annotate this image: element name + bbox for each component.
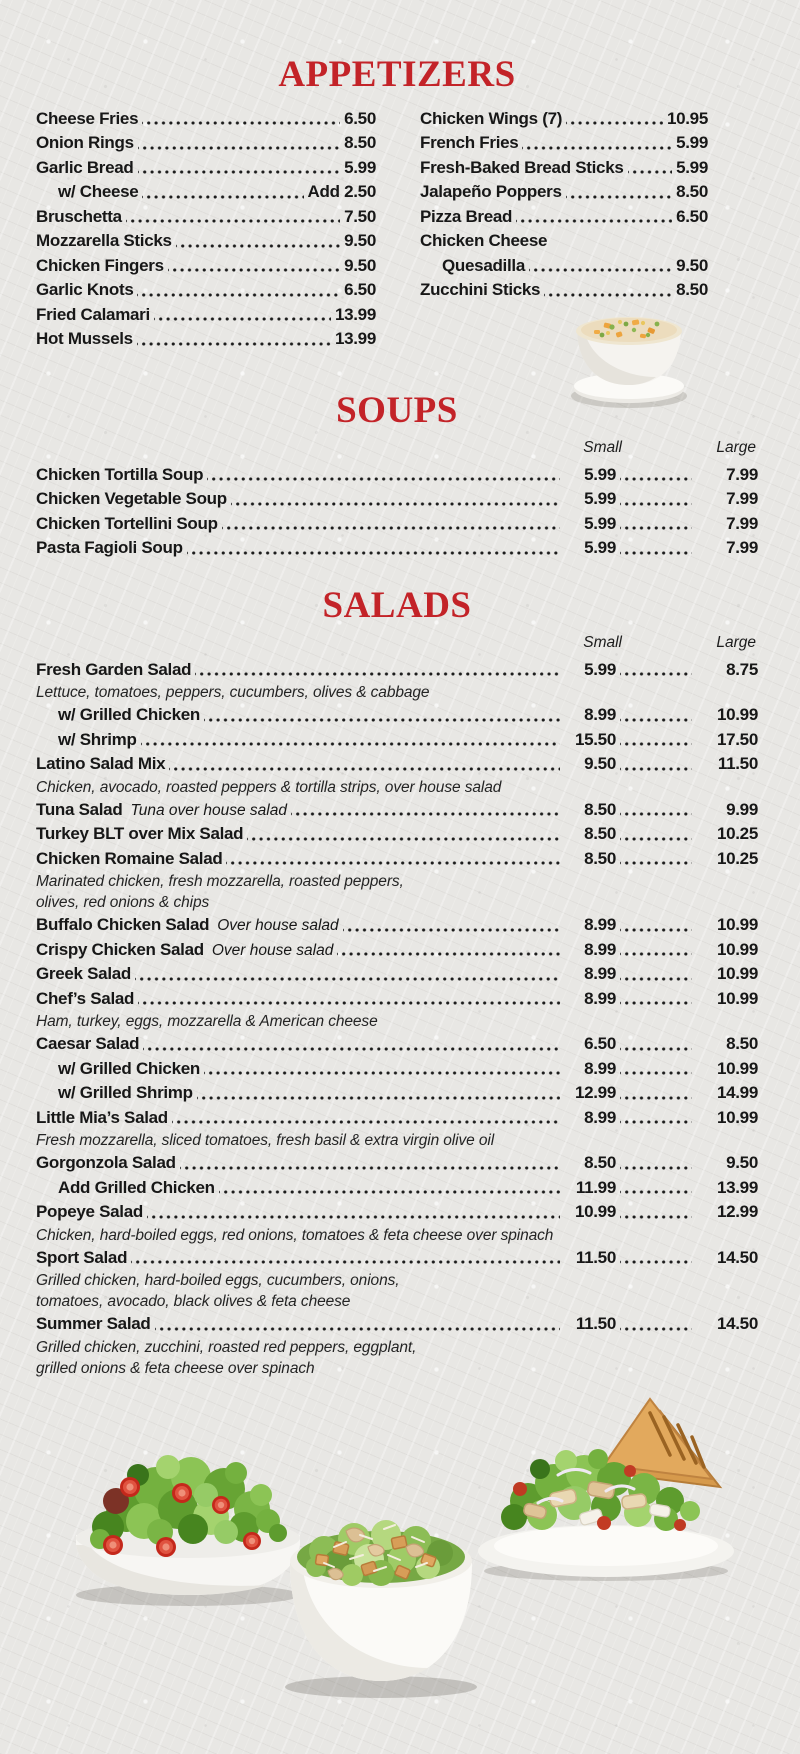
menu-item-note: Over house salad — [211, 941, 334, 959]
menu-item-price-small: 8.99 — [584, 705, 616, 725]
dot-leader — [138, 131, 340, 156]
menu-item-name: Greek Salad — [36, 964, 131, 984]
menu-item-price-large: 10.99 — [716, 705, 758, 725]
dot-leader — [138, 987, 560, 1012]
appetizers-heading: APPETIZERS — [278, 54, 516, 95]
dot-leader — [620, 1081, 692, 1106]
menu-item-name: Zucchini Sticks — [420, 280, 541, 300]
menu-item-name: Chef’s Salad — [36, 988, 135, 1008]
menu-item-name: w/ Grilled Chicken — [58, 1058, 200, 1078]
menu-item-price: 5.99 — [676, 157, 708, 177]
menu-item-price-large: 8.50 — [726, 1034, 758, 1054]
menu-item-price: 13.99 — [334, 304, 376, 324]
menu-item-name: Pizza Bread — [420, 206, 513, 226]
menu-item-price-small: 9.50 — [584, 754, 616, 774]
soups-small-column-label: Small — [583, 438, 622, 456]
menu-item-name: Pasta Fagioli Soup — [36, 538, 183, 558]
dot-leader — [566, 180, 672, 205]
menu-item-name: Summer Salad — [36, 1314, 151, 1334]
menu-item-price-large: 12.99 — [716, 1202, 758, 1222]
menu-item-price-large: 10.99 — [716, 988, 758, 1008]
dot-leader — [204, 1057, 560, 1082]
dot-leader — [168, 254, 340, 279]
menu-item-description: Fresh mozzarella, sliced tomatoes, fresh basil & extra virgin olive oil — [36, 1132, 495, 1150]
menu-item-price: 5.99 — [676, 133, 708, 153]
menu-item-description: Ham, turkey, eggs, mozzarella & American cheese — [36, 1013, 378, 1031]
menu-item-name: Fresh Garden Salad — [36, 659, 192, 679]
dot-leader — [620, 536, 692, 561]
dot-leader — [135, 962, 560, 987]
dot-leader — [172, 1106, 560, 1131]
menu-item-price-large: 17.50 — [716, 729, 758, 749]
menu-item-price-large: 9.99 — [726, 799, 758, 819]
salads-small-column-label: Small — [583, 633, 622, 651]
menu-item-row — [36, 156, 376, 181]
menu-item-price-small: 8.50 — [584, 1153, 616, 1173]
menu-item-name: Tuna Salad — [36, 799, 123, 819]
menu-item-row — [36, 327, 376, 352]
soups-size-header — [36, 439, 758, 461]
menu-item-name: Hot Mussels — [36, 329, 133, 349]
menu-item-row — [36, 658, 758, 683]
menu-item-row — [36, 229, 376, 254]
menu-item-row — [36, 703, 758, 728]
menu-item-name: Garlic Bread — [36, 157, 134, 177]
menu-item-name: Mozzarella Sticks — [36, 231, 172, 251]
dot-leader — [131, 1246, 560, 1271]
menu-item-price: 5.99 — [344, 157, 376, 177]
menu-item-price: 6.50 — [344, 108, 376, 128]
menu-item-price-large: 10.99 — [716, 939, 758, 959]
dot-leader — [138, 156, 341, 181]
menu-item-name: Latino Salad Mix — [36, 754, 166, 774]
menu-item-row — [36, 1081, 758, 1106]
dot-leader — [222, 512, 560, 537]
menu-item-row — [36, 131, 376, 156]
dot-leader — [620, 1200, 692, 1225]
dot-leader — [620, 752, 692, 777]
menu-item-name: Turkey BLT over Mix Salad — [36, 824, 244, 844]
menu-item-price-small: 5.99 — [584, 464, 616, 484]
dot-leader — [247, 822, 560, 847]
salads-large-column-label: Large — [716, 633, 756, 651]
menu-item-description: grilled onions & feta cheese over spinach — [36, 1359, 315, 1377]
dot-leader — [226, 847, 560, 872]
dot-leader — [620, 487, 692, 512]
dot-leader — [142, 107, 340, 132]
dot-leader — [620, 1151, 692, 1176]
menu-item-name: Cheese Fries — [36, 108, 139, 128]
dot-leader — [180, 1151, 560, 1176]
menu-item-price: 6.50 — [344, 280, 376, 300]
menu-item-price-large: 13.99 — [716, 1177, 758, 1197]
menu-item-price-large: 10.99 — [716, 964, 758, 984]
dot-leader — [176, 229, 340, 254]
menu-item-row — [36, 512, 758, 537]
menu-item-name: Little Mia’s Salad — [36, 1107, 168, 1127]
menu-item-price: 8.50 — [676, 280, 708, 300]
soups-heading: SOUPS — [336, 389, 458, 431]
menu-item-price-small: 8.50 — [584, 848, 616, 868]
dot-leader — [620, 987, 692, 1012]
salad-photos — [36, 1387, 758, 1717]
menu-item-name: Gorgonzola Salad — [36, 1153, 176, 1173]
menu-item-price-small: 11.50 — [575, 1314, 616, 1334]
menu-item-name: Garlic Knots — [36, 280, 134, 300]
chicken-salad-plate-photo — [454, 1383, 759, 1588]
menu-item-price-small: 11.50 — [575, 1247, 616, 1267]
menu-item-row — [36, 962, 758, 987]
menu-item-price: 8.50 — [676, 182, 708, 202]
menu-item-name: Buffalo Chicken Salad — [36, 915, 210, 935]
dot-leader — [141, 728, 560, 753]
caesar-salad-photo — [264, 1451, 499, 1701]
menu-item-row — [36, 107, 376, 132]
menu-item-row — [420, 131, 708, 156]
menu-item-row — [36, 938, 758, 963]
menu-item-row — [36, 536, 758, 561]
menu-item-price-large: 9.50 — [726, 1153, 758, 1173]
dot-leader — [566, 107, 663, 132]
dot-leader — [137, 278, 340, 303]
dot-leader — [620, 1312, 692, 1337]
menu-item-price: 9.50 — [344, 231, 376, 251]
dot-leader — [620, 1176, 692, 1201]
salads-size-header — [36, 634, 758, 656]
dot-leader — [155, 1312, 560, 1337]
menu-item-price-small: 10.99 — [574, 1202, 616, 1222]
menu-item-price-small: 8.50 — [584, 799, 616, 819]
dot-leader — [620, 1032, 692, 1057]
dot-leader — [291, 798, 560, 823]
menu-item-name: Popeye Salad — [36, 1202, 143, 1222]
soups-list — [36, 463, 758, 561]
menu-item-row — [36, 1057, 758, 1082]
menu-item-name: Quesadilla — [442, 255, 525, 275]
menu-item-price-large: 7.99 — [726, 513, 758, 533]
dot-leader — [207, 463, 560, 488]
dot-leader — [231, 487, 560, 512]
menu-item-price-large: 8.75 — [726, 659, 758, 679]
menu-item-name: Chicken Wings (7) — [420, 108, 563, 128]
menu-item-name: French Fries — [420, 133, 519, 153]
dot-leader — [197, 1081, 560, 1106]
menu-item-name: Crispy Chicken Salad — [36, 939, 204, 959]
dot-leader — [620, 822, 692, 847]
menu-item-name: Chicken Vegetable Soup — [36, 489, 227, 509]
menu-item-price-small: 5.99 — [584, 513, 616, 533]
menu-item-row — [36, 987, 758, 1012]
dot-leader — [620, 798, 692, 823]
menu-item-price: 13.99 — [334, 329, 376, 349]
menu-item-description: olives, red onions & chips — [36, 894, 210, 912]
menu-item-description: Grilled chicken, zucchini, roasted red peppers, eggplant, — [36, 1338, 417, 1356]
dot-leader — [516, 205, 672, 230]
menu-item-price-large: 10.99 — [716, 1107, 758, 1127]
menu-item-price: 9.50 — [676, 255, 708, 275]
menu-item-row — [420, 156, 708, 181]
menu-item-row — [36, 798, 758, 823]
menu-item-price: 6.50 — [676, 206, 708, 226]
dot-leader — [620, 1106, 692, 1131]
soups-section-head — [36, 389, 758, 431]
menu-item-row — [36, 847, 758, 872]
dot-leader — [143, 1032, 560, 1057]
menu-item-name: Jalapeño Poppers — [420, 182, 562, 202]
dot-leader — [343, 913, 560, 938]
menu-item-price-small: 11.99 — [575, 1177, 616, 1197]
menu-item-price-large: 14.99 — [716, 1083, 758, 1103]
menu-item-row — [36, 205, 376, 230]
menu-item-name: Chicken Cheese — [420, 231, 548, 251]
menu-item-name: Fresh-Baked Bread Sticks — [420, 157, 624, 177]
menu-item-row — [36, 913, 758, 938]
menu-item-name: w/ Cheese — [58, 182, 139, 202]
menu-item-price-large: 10.99 — [716, 1058, 758, 1078]
dot-leader — [187, 536, 560, 561]
dot-leader — [126, 205, 340, 230]
menu-item-price-small: 8.99 — [584, 988, 616, 1008]
dot-leader — [620, 728, 692, 753]
menu-item-row — [36, 463, 758, 488]
soups-large-column-label: Large — [716, 438, 756, 456]
dot-leader — [337, 938, 560, 963]
dot-leader — [142, 180, 303, 205]
menu-item-name: Chicken Fingers — [36, 255, 164, 275]
menu-item-price-small: 8.99 — [584, 1058, 616, 1078]
menu-item-row — [36, 487, 758, 512]
menu-item-description: Chicken, hard-boiled eggs, red onions, tomatoes & feta cheese over spinach — [36, 1226, 554, 1244]
menu-item-price-large: 7.99 — [726, 538, 758, 558]
dot-leader — [620, 1246, 692, 1271]
menu-item-row — [420, 205, 708, 230]
menu-item-row — [420, 229, 708, 254]
salads-heading: SALADS — [322, 584, 472, 626]
menu-item-price-small: 8.99 — [584, 939, 616, 959]
menu-item-price-large: 7.99 — [726, 489, 758, 509]
dot-leader — [620, 962, 692, 987]
menu-item-row — [36, 303, 376, 328]
menu-item-row — [36, 1106, 758, 1131]
menu-item-price-small: 5.99 — [584, 538, 616, 558]
appetizers-left-column — [36, 107, 376, 352]
dot-leader — [620, 938, 692, 963]
menu-item-price-small: 5.99 — [584, 489, 616, 509]
menu-item-price-small: 6.50 — [584, 1034, 616, 1054]
menu-item-price-small: 15.50 — [574, 729, 616, 749]
menu-item-row — [36, 752, 758, 777]
menu-item-row — [36, 1176, 758, 1201]
dot-leader — [137, 327, 331, 352]
menu-item-price-large: 14.50 — [716, 1247, 758, 1267]
menu-item-price-small: 8.99 — [584, 1107, 616, 1127]
menu-item-description: tomatoes, avocado, black olives & feta cheese — [36, 1293, 351, 1311]
menu-item-row — [36, 254, 376, 279]
dot-leader — [219, 1176, 560, 1201]
menu-item-price: 7.50 — [344, 206, 376, 226]
menu-item-name: w/ Shrimp — [58, 729, 137, 749]
menu-item-name: Chicken Tortilla Soup — [36, 464, 204, 484]
dot-leader — [204, 703, 560, 728]
dot-leader — [195, 658, 560, 683]
dot-leader — [154, 303, 331, 328]
menu-item-name: Chicken Tortellini Soup — [36, 513, 218, 533]
menu-item-row — [36, 278, 376, 303]
salads-list — [36, 658, 758, 1379]
menu-item-name: Chicken Romaine Salad — [36, 848, 223, 868]
dot-leader — [620, 463, 692, 488]
dot-leader — [620, 1057, 692, 1082]
menu-item-name: Onion Rings — [36, 133, 134, 153]
menu-item-description: Grilled chicken, hard-boiled eggs, cucumbers, onions, — [36, 1272, 400, 1290]
dot-leader — [522, 131, 672, 156]
menu-item-name: Bruschetta — [36, 206, 122, 226]
dot-leader — [620, 847, 692, 872]
menu-item-name: Add Grilled Chicken — [58, 1177, 215, 1197]
menu-item-row — [36, 728, 758, 753]
menu-item-price-small: 8.50 — [584, 824, 616, 844]
menu-item-description: Marinated chicken, fresh mozzarella, roasted peppers, — [36, 873, 404, 891]
menu-item-price-small: 8.99 — [584, 964, 616, 984]
menu-item-price-large: 7.99 — [726, 464, 758, 484]
menu-item-row — [420, 107, 708, 132]
menu-item-price-small: 12.99 — [574, 1083, 616, 1103]
menu-item-row — [420, 180, 708, 205]
menu-item-description: Lettuce, tomatoes, peppers, cucumbers, olives & cabbage — [36, 684, 430, 702]
menu-item-price: 8.50 — [344, 133, 376, 153]
dot-leader — [620, 703, 692, 728]
menu-item-row — [36, 1312, 758, 1337]
dot-leader — [169, 752, 560, 777]
dot-leader — [147, 1200, 560, 1225]
menu-item-row — [36, 822, 758, 847]
menu-item-row — [36, 180, 376, 205]
menu-item-price: Add 2.50 — [307, 182, 376, 202]
menu-item-price-large: 14.50 — [716, 1314, 758, 1334]
menu-item-price: 10.95 — [666, 108, 708, 128]
menu-item-price-small: 5.99 — [584, 659, 616, 679]
dot-leader — [620, 913, 692, 938]
menu-item-price-large: 10.25 — [716, 848, 758, 868]
menu-item-name: Caesar Salad — [36, 1034, 140, 1054]
menu-item-note: Tuna over house salad — [130, 801, 287, 819]
menu-item-row — [36, 1032, 758, 1057]
menu-item-price-large: 11.50 — [717, 754, 758, 774]
menu-item-price-large: 10.99 — [716, 915, 758, 935]
menu-item-row — [36, 1151, 758, 1176]
dot-leader — [628, 156, 673, 181]
dot-leader — [620, 658, 692, 683]
menu-item-description: Chicken, avocado, roasted peppers & tortilla strips, over house salad — [36, 778, 502, 796]
menu-item-price: 9.50 — [344, 255, 376, 275]
menu-item-row — [36, 1246, 758, 1271]
menu-item-row — [36, 1200, 758, 1225]
menu-item-name: w/ Grilled Chicken — [58, 705, 200, 725]
menu-item-note: Over house salad — [217, 917, 339, 935]
soup-bowl-photo — [544, 260, 714, 410]
menu-item-price-small: 8.99 — [584, 915, 616, 935]
menu-item-name: Sport Salad — [36, 1247, 128, 1267]
menu-item-price-large: 10.25 — [716, 824, 758, 844]
dot-leader — [620, 512, 692, 537]
menu-item-name: Fried Calamari — [36, 304, 150, 324]
menu-item-name: w/ Grilled Shrimp — [58, 1083, 193, 1103]
